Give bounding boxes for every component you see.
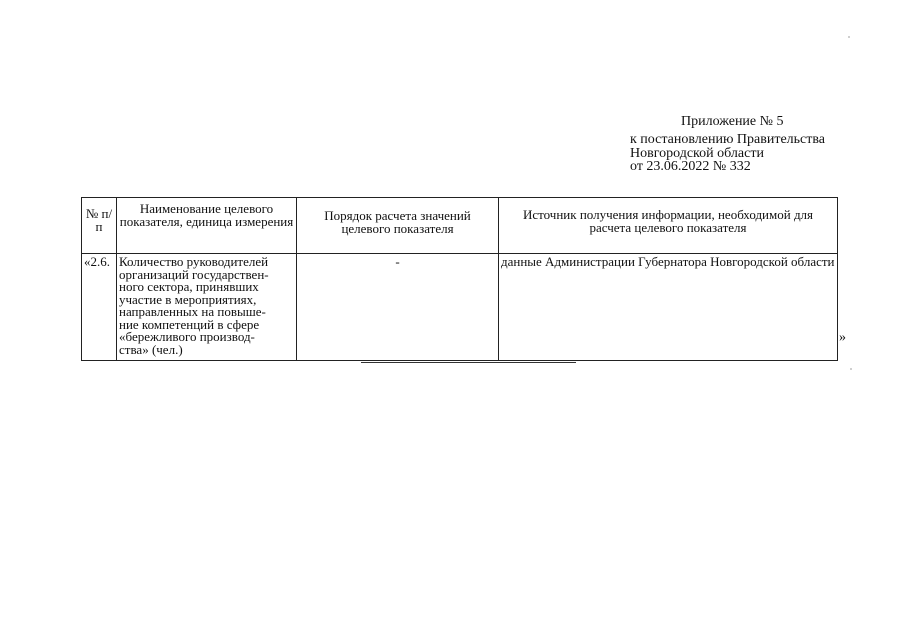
name-line: ства» (чел.) [119,341,183,357]
scan-speck [850,368,852,370]
appendix-line-1: к постановлению Правительства [630,132,826,147]
name-line: ного сектора, принявших [119,279,259,294]
name-line: участие в мероприятиях, [119,291,257,307]
cell-order: - [297,254,499,361]
name-line: ние компетенций в сфере [119,316,260,332]
table-header-row [82,198,838,254]
table-row [82,254,838,361]
column-header-order: Порядок расчета значений целевого показателя [297,198,499,254]
cell-name [117,254,297,361]
name-line: «бережливого производ- [119,329,255,344]
appendix-title: Приложение № 5 [681,114,784,129]
name-line: организаций государствен- [119,266,269,282]
appendix-reference [630,133,825,174]
horizontal-rule [361,362,576,363]
name-line: направленных на повыше- [119,304,266,319]
indicators-table [81,197,838,361]
cell-source: данные Администрации Губернатора Новгородской области [499,254,838,361]
appendix-line-3: от 23.06.2022 № 332 [630,159,751,174]
column-header-source: Источник получения информации, необходимой для расчета целевого показателя [499,198,838,254]
column-header-num: № п/п [82,198,117,254]
column-header-name: Наименование целевого показателя, единица измерения [117,198,297,254]
scan-speck [848,36,850,38]
appendix-line-2: Новгородской области [630,145,764,161]
name-line: Количество руководителей [119,254,269,269]
closing-quote: » [839,330,846,345]
cell-num: «2.6. [82,254,117,361]
